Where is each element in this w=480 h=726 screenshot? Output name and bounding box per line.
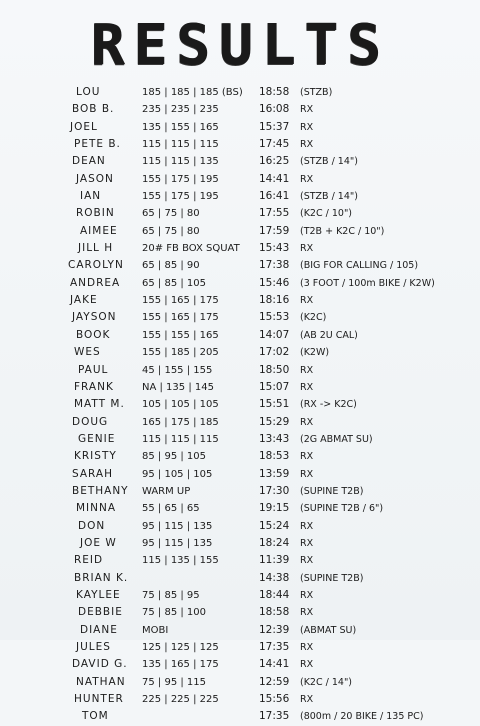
athlete-scaling-note: (STZB / 14") xyxy=(300,191,358,203)
result-row xyxy=(0,119,480,136)
athlete-weights: 75 | 95 | 115 xyxy=(142,676,206,688)
athlete-name: IAN xyxy=(80,190,102,203)
athlete-scaling-note: RX xyxy=(300,104,314,116)
result-row xyxy=(0,674,480,691)
result-row xyxy=(0,240,480,257)
athlete-scaling-note: (800m / 20 BIKE / 135 PC) xyxy=(300,711,424,723)
athlete-time: 17:45 xyxy=(259,138,290,151)
athlete-scaling-note: RX xyxy=(300,589,314,601)
athlete-time: 15:51 xyxy=(259,398,290,411)
athlete-weights: 225 | 225 | 225 xyxy=(142,694,219,706)
athlete-time: 11:39 xyxy=(259,554,290,567)
result-row xyxy=(0,275,480,292)
athlete-name: FRANK xyxy=(74,380,114,393)
athlete-name: BOOK xyxy=(76,328,111,341)
athlete-name: BOB B. xyxy=(72,103,115,116)
athlete-time: 14:41 xyxy=(259,658,290,671)
athlete-name: PAUL xyxy=(78,363,109,376)
athlete-time: 16:08 xyxy=(259,103,290,116)
athlete-weights: 20# FB BOX SQUAT xyxy=(142,243,240,255)
result-row xyxy=(0,708,480,725)
result-row xyxy=(0,414,480,431)
athlete-name: DOUG xyxy=(72,415,109,428)
athlete-weights: 115 | 115 | 115 xyxy=(142,433,219,445)
result-row xyxy=(0,604,480,621)
athlete-name: JOEL xyxy=(70,120,98,133)
result-row xyxy=(0,153,480,170)
result-row xyxy=(0,691,480,708)
athlete-time: 15:29 xyxy=(259,415,290,428)
athlete-scaling-note: (SUPINE T2B / 6") xyxy=(300,503,384,515)
athlete-name: DIANE xyxy=(80,623,118,636)
athlete-time: 15:56 xyxy=(259,693,290,706)
athlete-weights: 115 | 115 | 135 xyxy=(142,156,219,168)
athlete-scaling-note: (T2B + K2C / 10") xyxy=(300,225,385,237)
athlete-weights: WARM UP xyxy=(142,485,191,497)
athlete-name: BRIAN K. xyxy=(74,571,129,584)
result-row xyxy=(0,344,480,361)
athlete-name: ROBIN xyxy=(76,207,115,220)
athlete-scaling-note: (K2C / 10") xyxy=(300,208,353,220)
athlete-scaling-note: (K2C) xyxy=(300,312,327,324)
result-row xyxy=(0,535,480,552)
athlete-time: 18:16 xyxy=(259,294,290,307)
athlete-name: KRISTY xyxy=(74,450,117,463)
athlete-name: JILL H xyxy=(78,242,114,255)
athlete-weights: 115 | 115 | 115 xyxy=(142,139,219,151)
athlete-time: 15:07 xyxy=(259,380,290,393)
athlete-name: JOE W xyxy=(80,536,117,549)
athlete-weights: 155 | 185 | 205 xyxy=(142,347,219,359)
athlete-time: 19:15 xyxy=(259,502,290,515)
athlete-name: GENIE xyxy=(78,432,116,445)
result-row xyxy=(0,466,480,483)
athlete-scaling-note: (2G ABMAT SU) xyxy=(300,433,373,445)
athlete-name: MINNA xyxy=(76,502,117,515)
athlete-time: 15:43 xyxy=(259,242,290,255)
athlete-weights: 45 | 155 | 155 xyxy=(142,364,213,376)
athlete-weights: 55 | 65 | 65 xyxy=(142,503,200,515)
athlete-name: JULES xyxy=(76,641,111,653)
athlete-name: DEBBIE xyxy=(78,606,123,619)
athlete-scaling-note: (STZB) xyxy=(300,87,333,98)
athlete-weights: 115 | 135 | 155 xyxy=(142,555,219,567)
athlete-weights: 85 | 95 | 105 xyxy=(142,451,206,463)
athlete-weights: 135 | 155 | 165 xyxy=(142,121,219,133)
athlete-scaling-note: RX xyxy=(300,659,314,671)
athlete-scaling-note: (K2C / 14") xyxy=(300,676,353,688)
result-row xyxy=(0,292,480,309)
athlete-time: 18:24 xyxy=(259,536,290,549)
athlete-name: NATHAN xyxy=(76,675,126,688)
result-row xyxy=(0,622,480,639)
athlete-time: 12:59 xyxy=(259,675,290,688)
athlete-weights: 155 | 165 | 175 xyxy=(142,295,219,307)
athlete-weights: 125 | 125 | 125 xyxy=(142,642,219,653)
result-row xyxy=(0,171,480,188)
athlete-name: CAROLYN xyxy=(68,259,124,272)
athlete-time: 15:37 xyxy=(259,120,290,133)
athlete-name: JAKE xyxy=(70,294,98,307)
athlete-name: AIMEE xyxy=(80,224,118,237)
result-row xyxy=(0,205,480,222)
result-row xyxy=(0,500,480,517)
athlete-name: WES xyxy=(74,346,101,359)
athlete-time: 17:55 xyxy=(259,207,290,220)
athlete-scaling-note: (AB 2U CAL) xyxy=(300,329,358,341)
athlete-name: LOU xyxy=(76,86,101,98)
athlete-scaling-note: RX xyxy=(300,694,314,706)
athlete-name: DEAN xyxy=(72,155,106,168)
athlete-scaling-note: RX xyxy=(300,381,314,393)
athlete-weights: 185 | 185 | 185 (BS) xyxy=(142,87,243,98)
athlete-scaling-note: (SUPINE T2B) xyxy=(300,485,364,497)
athlete-scaling-note: RX xyxy=(300,416,314,428)
athlete-name: JASON xyxy=(76,172,114,185)
athlete-time: 18:44 xyxy=(259,588,290,601)
athlete-time: 18:50 xyxy=(259,363,290,376)
athlete-name: TOM xyxy=(82,710,109,723)
result-row xyxy=(0,327,480,344)
result-row xyxy=(0,448,480,465)
athlete-scaling-note: (K2W) xyxy=(300,347,330,359)
athlete-scaling-note: (RX -> K2C) xyxy=(300,399,357,411)
athlete-scaling-note: RX xyxy=(300,555,314,567)
athlete-weights: 95 | 115 | 135 xyxy=(142,537,213,549)
athlete-weights: 95 | 115 | 135 xyxy=(142,520,213,532)
athlete-weights: 75 | 85 | 95 xyxy=(142,589,200,601)
athlete-time: 14:38 xyxy=(259,571,290,584)
athlete-weights: 235 | 235 | 235 xyxy=(142,104,219,116)
athlete-name: ANDREA xyxy=(70,276,121,289)
result-row xyxy=(0,188,480,205)
athlete-scaling-note: RX xyxy=(300,295,314,307)
athlete-time: 13:59 xyxy=(259,467,290,480)
athlete-name: MATT M. xyxy=(74,398,125,411)
result-row xyxy=(0,379,480,396)
athlete-weights: 75 | 85 | 100 xyxy=(142,607,206,619)
athlete-time: 14:07 xyxy=(259,328,290,341)
athlete-scaling-note: RX xyxy=(300,173,314,185)
athlete-scaling-note: RX xyxy=(300,642,314,653)
athlete-weights: 65 | 75 | 80 xyxy=(142,225,200,237)
athlete-weights: 135 | 165 | 175 xyxy=(142,659,219,671)
result-row xyxy=(0,223,480,240)
athlete-time: 17:35 xyxy=(259,641,290,653)
athlete-weights: 105 | 105 | 105 xyxy=(142,399,219,411)
athlete-scaling-note: (ABMAT SU) xyxy=(300,624,357,636)
result-row xyxy=(0,587,480,604)
athlete-scaling-note: (BIG FOR CALLING / 105) xyxy=(300,260,419,272)
athlete-scaling-note: RX xyxy=(300,364,314,376)
result-row xyxy=(0,84,480,101)
athlete-time: 15:53 xyxy=(259,311,290,324)
result-row xyxy=(0,570,480,587)
result-row xyxy=(0,362,480,379)
athlete-time: 12:39 xyxy=(259,623,290,636)
athlete-weights: 165 | 175 | 185 xyxy=(142,416,219,428)
athlete-weights: 65 | 85 | 105 xyxy=(142,277,206,289)
result-row xyxy=(0,639,480,656)
result-row xyxy=(0,656,480,673)
athlete-weights: 95 | 105 | 105 xyxy=(142,468,213,480)
athlete-weights: MOBI xyxy=(142,624,169,636)
athlete-weights: 65 | 85 | 90 xyxy=(142,260,200,272)
athlete-time: 15:46 xyxy=(259,276,290,289)
athlete-weights: 155 | 165 | 175 xyxy=(142,312,219,324)
athlete-name: DON xyxy=(78,519,106,532)
result-row xyxy=(0,101,480,118)
athlete-scaling-note: RX xyxy=(300,243,314,255)
athlete-scaling-note: RX xyxy=(300,537,314,549)
result-row xyxy=(0,309,480,326)
athlete-scaling-note: RX xyxy=(300,121,314,133)
athlete-scaling-note: RX xyxy=(300,607,314,619)
athlete-scaling-note: (SUPINE T2B) xyxy=(300,572,364,584)
athlete-weights: NA | 135 | 145 xyxy=(142,381,214,393)
athlete-time: 18:58 xyxy=(259,606,290,619)
athlete-weights: 155 | 175 | 195 xyxy=(142,191,219,203)
athlete-time: 16:25 xyxy=(259,155,290,168)
result-row xyxy=(0,483,480,500)
athlete-name: BETHANY xyxy=(72,484,129,497)
athlete-time: 17:30 xyxy=(259,484,290,497)
result-row xyxy=(0,136,480,153)
athlete-time: 17:02 xyxy=(259,346,290,359)
athlete-time: 17:59 xyxy=(259,224,290,237)
athlete-name: KAYLEE xyxy=(76,588,121,601)
athlete-weights: 65 | 75 | 80 xyxy=(142,208,200,220)
athlete-time: 18:53 xyxy=(259,450,290,463)
athlete-time: 18:58 xyxy=(259,86,290,98)
athlete-weights: 155 | 175 | 195 xyxy=(142,173,219,185)
result-row xyxy=(0,431,480,448)
athlete-weights: 155 | 155 | 165 xyxy=(142,329,219,341)
athlete-scaling-note: RX xyxy=(300,139,314,151)
athlete-time: 14:41 xyxy=(259,172,290,185)
athlete-scaling-note: RX xyxy=(300,520,314,532)
result-row xyxy=(0,552,480,569)
results-list xyxy=(0,84,480,726)
result-row xyxy=(0,396,480,413)
athlete-scaling-note: RX xyxy=(300,451,314,463)
page-title: RESULTS xyxy=(90,13,390,78)
athlete-time: 16:41 xyxy=(259,190,290,203)
athlete-name: SARAH xyxy=(72,467,113,480)
athlete-time: 15:24 xyxy=(259,519,290,532)
result-row xyxy=(0,257,480,274)
athlete-scaling-note: (STZB / 14") xyxy=(300,156,358,168)
athlete-name: JAYSON xyxy=(72,311,117,324)
athlete-time: 17:38 xyxy=(259,259,290,272)
athlete-name: DAVID G. xyxy=(72,658,128,671)
athlete-name: REID xyxy=(74,554,104,567)
athlete-scaling-note: RX xyxy=(300,468,314,480)
athlete-time: 13:43 xyxy=(259,432,290,445)
athlete-name: PETE B. xyxy=(74,138,121,151)
result-row xyxy=(0,518,480,535)
athlete-time: 17:35 xyxy=(259,710,290,723)
athlete-scaling-note: (3 FOOT / 100m BIKE / K2W) xyxy=(300,277,435,289)
athlete-name: HUNTER xyxy=(74,693,124,706)
